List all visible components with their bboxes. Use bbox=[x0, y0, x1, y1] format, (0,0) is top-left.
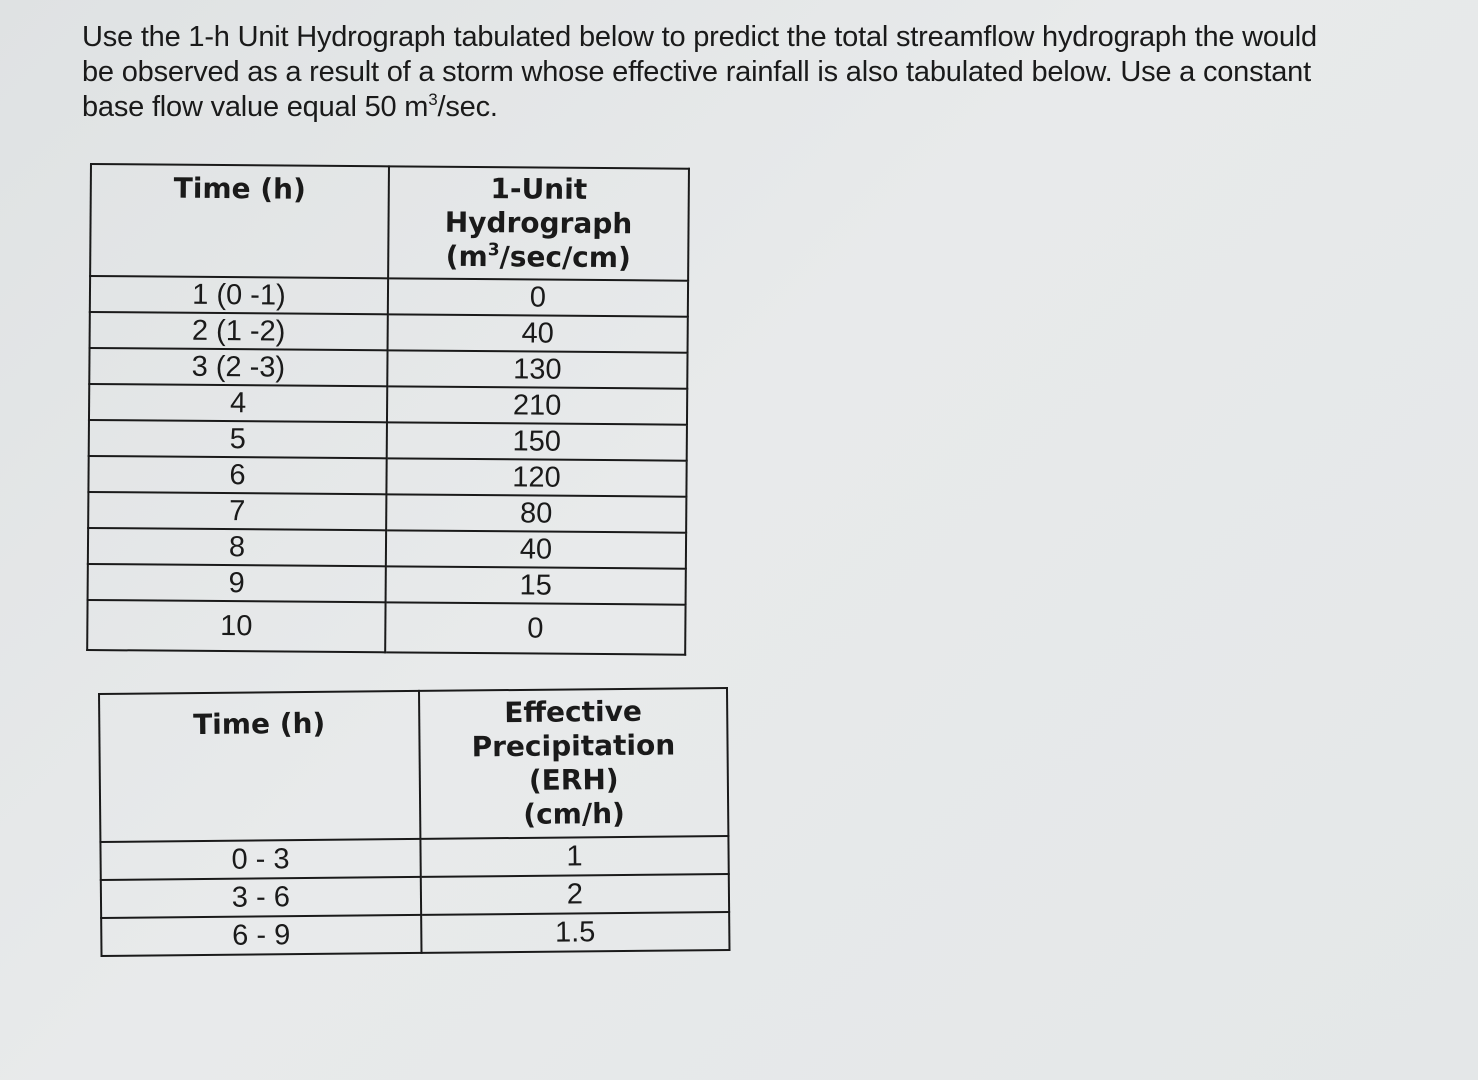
superscript: 3 bbox=[487, 240, 500, 261]
header-line: (ERH) bbox=[528, 763, 619, 797]
time-cell: 2 (1 -2) bbox=[90, 312, 388, 350]
table-row bbox=[100, 836, 728, 880]
time-cell: 6 bbox=[88, 456, 386, 494]
table-row bbox=[89, 348, 687, 389]
table-row bbox=[89, 420, 687, 461]
table-header-row bbox=[99, 688, 728, 842]
header-unit-suffix: /sec/cm) bbox=[499, 240, 631, 275]
value-cell: 80 bbox=[386, 494, 686, 532]
table-row bbox=[88, 492, 686, 533]
value-cell: 40 bbox=[388, 314, 688, 352]
time-cell: 1 (0 -1) bbox=[90, 276, 388, 314]
value-cell: 0 bbox=[385, 602, 685, 654]
time-cell: 8 bbox=[88, 528, 386, 566]
value-cell: 40 bbox=[386, 530, 686, 568]
table-row bbox=[101, 874, 729, 918]
problem-statement bbox=[82, 20, 1402, 125]
header-line: Hydrograph bbox=[444, 205, 633, 241]
problem-line3-text: base flow value equal 50 m bbox=[82, 91, 429, 123]
table-row bbox=[101, 912, 729, 956]
effective-precipitation-table bbox=[98, 687, 731, 957]
value-cell: 120 bbox=[386, 458, 686, 496]
time-cell: 3 (2 -3) bbox=[89, 348, 387, 386]
problem-line3-unit: /sec. bbox=[437, 91, 498, 123]
header-unit-prefix: (m bbox=[445, 239, 488, 274]
value-cell: 130 bbox=[387, 350, 687, 388]
time-cell: 10 bbox=[87, 600, 385, 652]
time-cell: 9 bbox=[88, 564, 386, 602]
time-cell: 5 bbox=[89, 420, 387, 458]
time-column-header: Time (h) bbox=[99, 691, 420, 842]
effective-precipitation-column-header bbox=[419, 688, 729, 839]
header-line: Effective bbox=[504, 694, 643, 730]
time-cell: 0 - 3 bbox=[100, 839, 420, 880]
value-cell: 150 bbox=[387, 422, 687, 460]
problem-line: Use the 1-h Unit Hydrograph tabulated below to predict the total streamflow hydrograph the would bbox=[82, 21, 1317, 53]
time-cell: 6 - 9 bbox=[101, 915, 421, 956]
table-row bbox=[88, 564, 686, 605]
unit-hydrograph-column-header bbox=[388, 166, 689, 280]
header-line: Precipitation bbox=[471, 728, 676, 764]
problem-line: be observed as a result of a storm whose effective rainfall is also tabulated below. Use a constant bbox=[82, 56, 1311, 88]
value-cell: 210 bbox=[387, 386, 687, 424]
problem-line bbox=[82, 90, 1402, 125]
table-header-row bbox=[90, 164, 689, 281]
time-column-header: Time (h) bbox=[90, 164, 389, 278]
time-cell: 7 bbox=[88, 492, 386, 530]
value-cell: 2 bbox=[421, 874, 730, 915]
table-row bbox=[88, 528, 686, 569]
header-line: 1-Unit bbox=[490, 172, 588, 206]
table-row bbox=[87, 600, 685, 655]
value-cell: 1 bbox=[420, 836, 729, 877]
value-cell: 15 bbox=[386, 566, 686, 604]
value-cell: 1.5 bbox=[421, 912, 730, 953]
time-cell: 4 bbox=[89, 384, 387, 422]
header-line: (cm/h) bbox=[523, 796, 625, 831]
time-cell: 3 - 6 bbox=[101, 877, 421, 918]
table-row bbox=[89, 384, 687, 425]
table-row bbox=[88, 456, 686, 497]
table-row bbox=[90, 312, 688, 353]
header-line bbox=[389, 239, 687, 275]
table-row bbox=[90, 276, 688, 317]
value-cell: 0 bbox=[388, 278, 688, 316]
unit-hydrograph-table bbox=[86, 163, 690, 656]
superscript: 3 bbox=[428, 90, 438, 109]
